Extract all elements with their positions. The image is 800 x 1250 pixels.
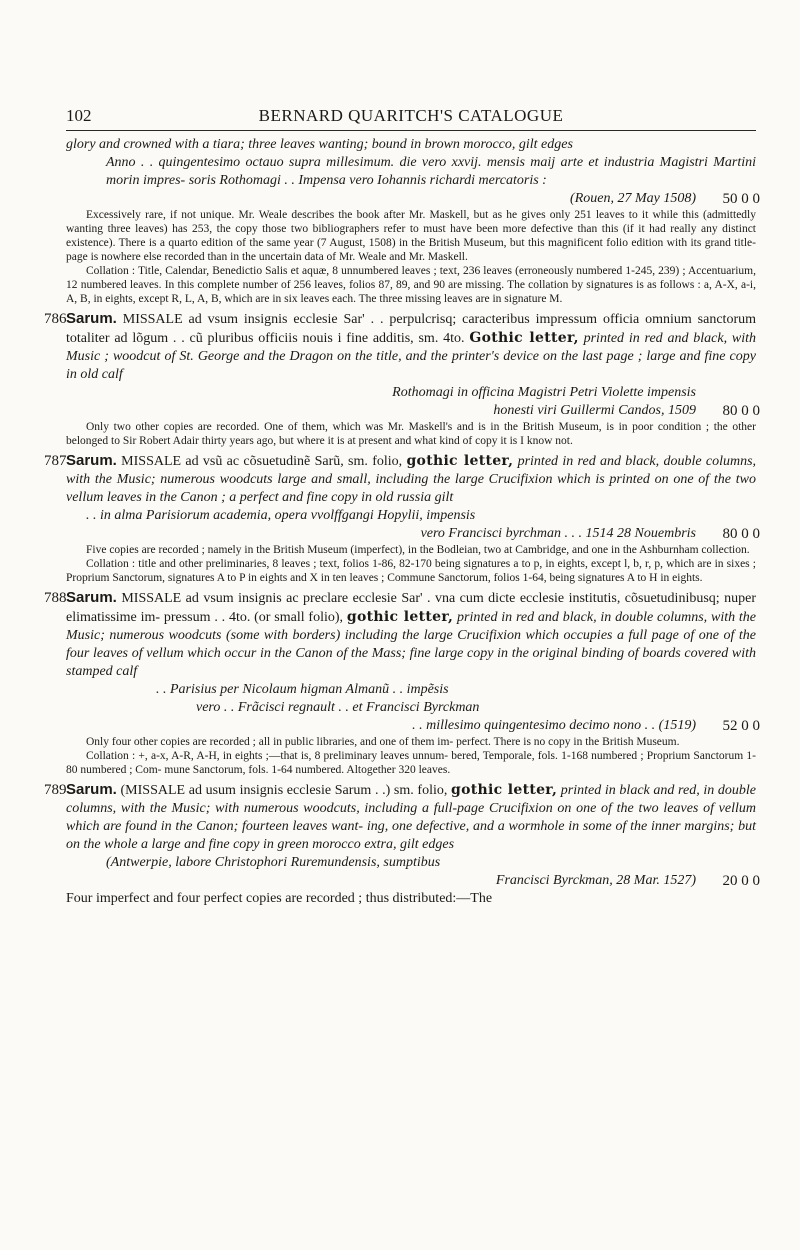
entry-789-imprint-2: Francisci Byrckman, 28 Mar. 1527) xyxy=(495,873,696,888)
entry-787-price: 80 0 0 xyxy=(722,526,760,542)
entry-789-imprint-row xyxy=(66,872,760,890)
entry-787-imprint-2: vero Francisci byrchman . . . 1514 28 Nouembris xyxy=(420,526,696,541)
entry-786-description xyxy=(66,310,756,384)
entry-786-price: 80 0 0 xyxy=(722,403,760,419)
entry-788-title: MISSALE ad vsum insignis ac preclare ecclesie Sar' . vna cum dicte ecclesie institutis, cõsuetudinibusq; nuper elimatissime im- pressum . . 4to. (or small folio), xyxy=(66,591,757,625)
entry-788-imprint-3: . . millesimo quingentesimo decimo nono . . (1519) xyxy=(412,718,696,733)
entry-787-note: Five copies are recorded ; namely in the British Museum (imperfect), in the Bodleian, two at Cambridge, and one in the Ashburnham collection. xyxy=(86,544,750,556)
header-rule xyxy=(66,130,756,131)
entry-785-imprint-row xyxy=(66,190,760,208)
entry-788-description xyxy=(66,589,756,681)
entry-788 xyxy=(44,589,760,777)
entry-785-imprint: (Rouen, 27 May 1508) xyxy=(570,191,696,206)
entry-789-price: 20 0 0 xyxy=(722,873,760,889)
entry-785-description: glory and crowned with a tiara; three leaves wanting; bound in brown morocco, gilt edges xyxy=(66,137,573,152)
entry-787-details: printed in red and black, double columns, with the Music; numerous woodcuts large and small, including the large Crucifixion which is printed on one of the two vellum leaves in the Canon ; a perfect and fine copy in old russia gilt xyxy=(66,454,757,505)
entry-785 xyxy=(66,136,760,306)
entry-786-note: Only two other copies are recorded. One of them, which was Mr. Maskell's and is in the British Museum, is in poor condition ; the other belonged to Sir Robert Adair thirty years ago, but where it is at present and what kind of copy it is I know not. xyxy=(66,421,756,447)
entry-787-imprint-row xyxy=(66,525,760,543)
entry-786-imprint-1: Rothomagi in officina Magistri Petri Violette impensis xyxy=(392,385,696,400)
entry-787-gothic-letter: gothic letter, xyxy=(406,453,514,469)
entry-789-gothic-letter: gothic letter, xyxy=(451,782,558,798)
entry-788-heading: Sarum. xyxy=(66,589,117,606)
entry-788-details: printed in red and black, in double columns, with the Music; numerous woodcuts (some with borders) including the large Crucifixion which occupies a full page of one of the four leaves of vellum which occur in the Canon of the Mass; fine large copy in the original binding of boards covered with stamped calf xyxy=(66,610,757,679)
entry-786 xyxy=(44,310,760,448)
catalogue-body xyxy=(44,136,760,908)
entry-787-heading: Sarum. xyxy=(66,452,117,469)
entry-788-imprint-2: vero . . Frãcisci regnault . . et Francisci Byrckman xyxy=(196,700,480,715)
entry-785-collation: Collation : Title, Calendar, Benedictio Salis et aquæ, 8 unnumbered leaves ; text, 236 leaves (erroneously numbered 1-245, 239) ; Accentuarium, 12 numbered leaves. In this complete number of 256 leaves, folios 87, 89, and 90 are missing. The collation by signatures is as follows : a, A-X, a-i, A, B, in eights, except R, L, A, B, which are in six leaves each. The three missing leaves are in signature M. xyxy=(66,265,756,305)
entry-788-price: 52 0 0 xyxy=(722,718,760,734)
entry-786-imprint-2: honesti viri Guillermi Candos, 1509 xyxy=(493,403,696,418)
entry-785-colophon: Anno . . quingentesimo octauo supra millesimum. die vero xxvij. mensis maij arte et industria Magistri Martini morin impres- soris Rothomagi . . Impensa vero Iohannis richardi mercatoris : xyxy=(106,155,756,188)
running-title: BERNARD QUARITCH'S CATALOGUE xyxy=(258,106,564,125)
entry-787-title: MISSALE ad vsũ ac cõsuetudinẽ Sarũ, sm. folio, xyxy=(121,454,403,469)
entry-788-number: 788 xyxy=(44,590,67,606)
entry-786-details: printed in red and black, with Music ; woodcut of St. George and the Dragon on the title, and the printer's device on the last page ; large and fine copy in old calf xyxy=(66,331,757,382)
entry-786-gothic-letter: Gothic letter, xyxy=(469,330,579,346)
entry-786-heading: Sarum. xyxy=(66,310,117,327)
entry-785-price: 50 0 0 xyxy=(722,191,760,207)
entry-788-gothic-letter: gothic letter, xyxy=(346,609,454,625)
entry-788-note: Only four other copies are recorded ; all in public libraries, and one of them im- perfect. There is no copy in the British Museum. xyxy=(86,736,680,748)
entry-788-imprint-row xyxy=(66,717,760,735)
entry-787 xyxy=(44,452,760,585)
entry-789-title: (MISSALE ad usum insignis ecclesie Sarum . .) sm. folio, xyxy=(120,783,448,798)
entry-788-imprint-1: . . Parisius per Nicolaum higman Almanũ . . impẽsis xyxy=(156,682,449,697)
entry-786-number: 786 xyxy=(44,311,67,327)
entry-789-details: printed in black and red, in double columns, with the Music; with numerous woodcuts, including a full-page Crucifixion on one of the two leaves of vellum which are found in the Canon; fourteen leaves want- ing, one defective, and a wormhole in some of the inner margins; but on the whole a large and fine copy in green morocco extra, gilt edges xyxy=(66,783,756,852)
entry-789 xyxy=(44,781,760,908)
entry-787-collation: Collation : title and other preliminaries, 8 leaves ; text, folios 1-86, 82-170 being signatures a to p, in eights, except l, b, r, p, which are in sixes ; Proprium Sanctorum, signatures A to P in eights and X in ten leaves ; Commune Sanctorum, folios 1-64, being signatures A to H in eights. xyxy=(66,558,756,584)
entry-787-number: 787 xyxy=(44,453,67,469)
page-number: 102 xyxy=(66,106,92,125)
entry-789-description xyxy=(66,781,756,854)
entry-789-note: Four imperfect and four perfect copies are recorded ; thus distributed:—The xyxy=(66,891,493,906)
entry-789-number: 789 xyxy=(44,782,67,798)
entry-788-collation: Collation : +, a-x, A-R, A-H, in eights ;—that is, 8 preliminary leaves unnum- bered, Temporale, fols. 1-168 numbered ; Proprium Sanctorum 1-80 numbered ; Com- mune Sanctorum, fols. 1-64 numbered. Altogether 320 leaves. xyxy=(66,750,756,776)
entry-785-note: Excessively rare, if not unique. Mr. Weale describes the book after Mr. Maskell, but as he gives only 251 leaves to it while this (admittedly wanting three leaves) has 253, the copy those two bibliographers refer to must have been more defective than this (if it had really any distinct existence). There is a quarto edition of the same year (7 August, 1508) in the British Museum, but this magnificent folio edition with its grand title-page is nowhere else recorded than in the uncertain data of Mr. Weale and Mr. Maskell. xyxy=(66,209,756,263)
entry-789-heading: Sarum. xyxy=(66,781,117,798)
entry-786-title: MISSALE ad vsum insignis ecclesie Sar' . . perpulcrisq; caracteribus impressum officia omnium sanctorum totaliter ad lõgum . . cũ pluribus officiis nouis i fine additis, sm. 4to. xyxy=(66,312,756,346)
entry-789-imprint-1: (Antwerpie, labore Christophori Ruremundensis, sumptibus xyxy=(106,855,441,870)
entry-787-imprint-1: . . in alma Parisiorum academia, opera vvolffgangi Hopylii, impensis xyxy=(86,508,476,523)
entry-787-description xyxy=(66,452,756,507)
entry-786-imprint-row xyxy=(66,402,760,420)
